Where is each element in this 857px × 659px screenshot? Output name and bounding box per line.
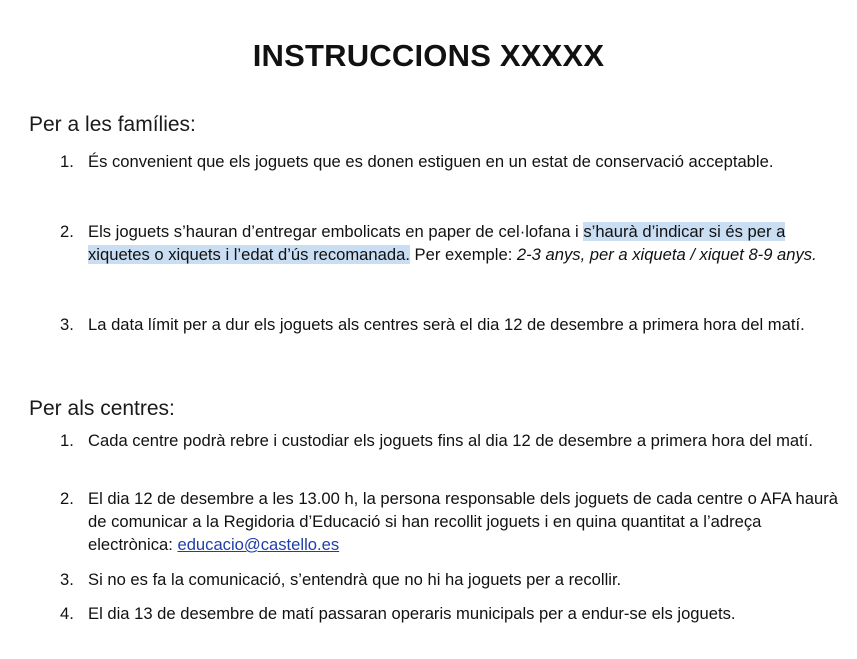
list-number: 3. (60, 570, 74, 589)
centres-item-2 (60, 487, 840, 556)
text-before: El dia 12 de desembre a les 13.00 h, la persona responsable dels joguets de cada centre o AFA haurà de comunicar a la Regidoria d’Educació si han recollit joguets i en quina quantitat a l’adreça electrònica: (88, 489, 838, 554)
text-before: Els joguets s’hauran d’entregar embolicats en paper de cel·lofana i (88, 222, 584, 241)
italic-example: 2-3 anys, per a xiqueta / xiquet 8-9 anys. (516, 245, 817, 264)
list-text: Si no es fa la comunicació, s’entendrà que no hi ha joguets per a recollir. (88, 570, 622, 589)
list-number: 2. (60, 489, 74, 508)
highlighted-text: s’haurà d’indicar si és per a xiquetes o xiquets i l’edat d’ús recomanada. (88, 222, 786, 264)
families-item-1 (60, 150, 840, 173)
list-number: 1. (60, 431, 74, 450)
list-text (88, 487, 840, 556)
document-title: INSTRUCCIONS XXXXX (252, 38, 605, 73)
list-text: El dia 13 de desembre de matí passaran operaris municipals per a endur-se els joguets. (88, 604, 736, 623)
centres-heading: Per als centres: (29, 397, 175, 420)
email-link[interactable]: educacio@castello.es (177, 535, 340, 554)
list-number: 1. (60, 152, 74, 171)
centres-item-4 (60, 602, 840, 625)
list-text: És convenient que els joguets que es donen estiguen en un estat de conservació acceptable. (88, 152, 774, 171)
families-item-3 (60, 313, 840, 336)
list-number: 2. (60, 222, 74, 241)
centres-item-1 (60, 429, 840, 452)
list-text: La data límit per a dur els joguets als centres serà el dia 12 de desembre a primera hora del matí. (88, 315, 805, 334)
text-after: Per exemple: (409, 245, 517, 264)
list-text (88, 220, 840, 266)
list-number: 3. (60, 315, 74, 334)
families-heading: Per a les famílies: (29, 113, 196, 136)
centres-item-3 (60, 568, 840, 591)
families-item-2 (60, 220, 840, 266)
list-number: 4. (60, 604, 74, 623)
list-text: Cada centre podrà rebre i custodiar els joguets fins al dia 12 de desembre a primera hora del matí. (88, 431, 813, 450)
